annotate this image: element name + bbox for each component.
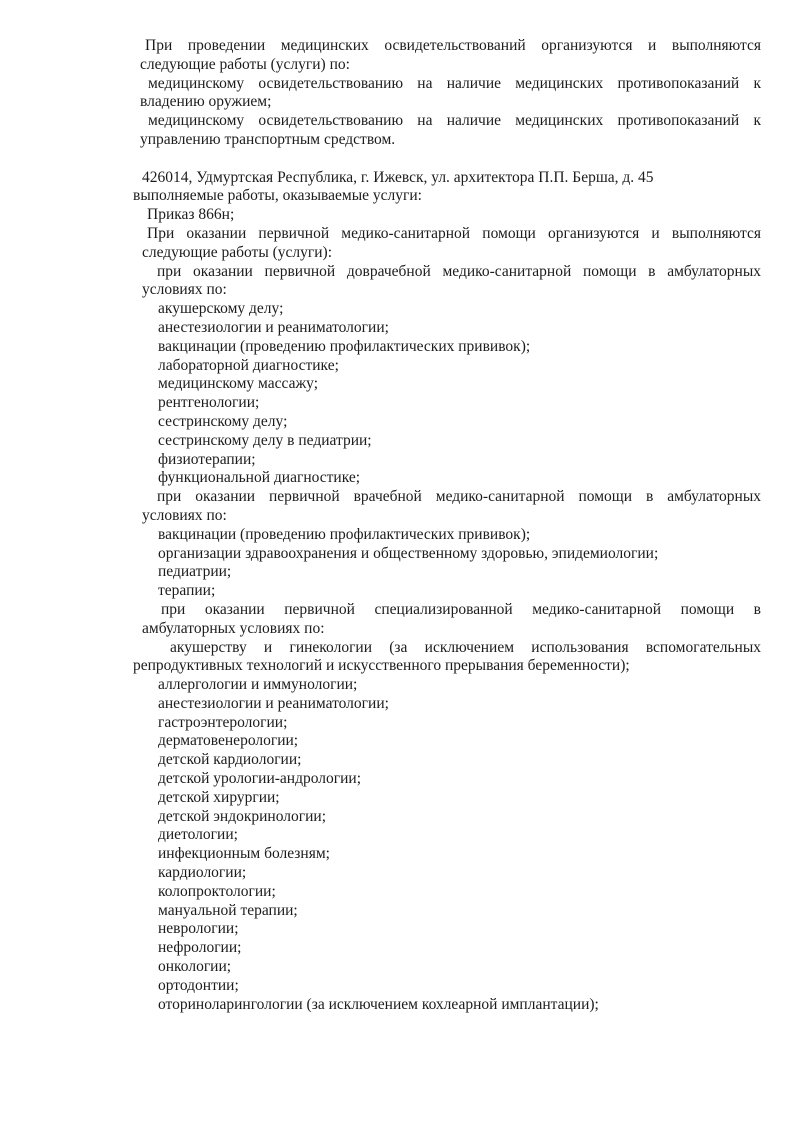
document-line: акушерскому делу; xyxy=(158,300,284,318)
document-line: аллергологии и иммунологии; xyxy=(158,676,358,694)
document-line: условиях по: xyxy=(142,281,227,299)
document-body xyxy=(133,37,761,1014)
document-line: условиях по: xyxy=(142,506,227,524)
document-line: детской кардиологии; xyxy=(158,751,302,769)
document-line: гастроэнтерологии; xyxy=(158,713,288,731)
document-line: детской хирургии; xyxy=(158,788,280,806)
document-line: вакцинации (проведению профилактических прививок); xyxy=(158,525,531,543)
document-line: при оказании первичной врачебной медико-санитарной помощи в амбулаторных xyxy=(157,488,761,506)
document-line: кардиологии; xyxy=(158,864,247,882)
document-line: физиотерапии; xyxy=(158,450,256,468)
document-line: следующие работы (услуги) по: xyxy=(140,55,350,73)
document-line: педиатрии; xyxy=(158,563,232,581)
document-line: репродуктивных технологий и искусственного прерывания беременности); xyxy=(133,657,630,675)
document-line: детской урологии-андрологии; xyxy=(158,770,362,788)
document-line: при оказании первичной доврачебной медико-санитарной помощи в амбулаторных xyxy=(157,262,761,280)
document-line: ортодонтии; xyxy=(158,976,239,994)
document-line: владению оружием; xyxy=(140,93,272,111)
document-line: дерматовенерологии; xyxy=(158,732,299,750)
document-line: оториноларингологии (за исключением кохлеарной имплантации); xyxy=(158,995,599,1013)
document-line: лабораторной диагностике; xyxy=(158,356,339,374)
document-line: неврологии; xyxy=(158,920,239,938)
document-line: сестринскому делу в педиатрии; xyxy=(158,431,372,449)
document-line: выполняемые работы, оказываемые услуги: xyxy=(133,187,422,205)
document-line: терапии; xyxy=(158,582,216,600)
document-line: детской эндокринологии; xyxy=(158,807,327,825)
document-line: 426014, Удмуртская Республика, г. Ижевск, ул. архитектора П.П. Берша, д. 45 xyxy=(142,168,654,186)
document-line: сестринскому делу; xyxy=(158,412,288,430)
document-line: колопроктологии; xyxy=(158,882,276,900)
document-line: диетологии; xyxy=(158,826,238,844)
document-line: инфекционным болезням; xyxy=(158,845,330,863)
document-line: Приказ 866н; xyxy=(147,206,235,224)
document-line: нефрологии; xyxy=(158,939,242,957)
document-line: акушерству и гинекологии (за исключением использования вспомогательных xyxy=(170,638,761,656)
document-line: анестезиологии и реаниматологии; xyxy=(158,694,389,712)
document-line: амбулаторных условиях по: xyxy=(142,619,325,637)
document-line: вакцинации (проведению профилактических прививок); xyxy=(158,337,531,355)
blank-line xyxy=(133,150,761,169)
document-line: организации здравоохранения и общественному здоровью, эпидемиологии; xyxy=(158,544,659,562)
document-line: функциональной диагностике; xyxy=(158,469,361,487)
document-line: управлению транспортным средством. xyxy=(140,130,396,148)
document-line: При оказании первичной медико-санитарной помощи организуются и выполняются xyxy=(147,224,761,242)
document-line: При проведении медицинских освидетельствований организуются и выполняются xyxy=(145,37,761,54)
document-line: медицинскому массажу; xyxy=(158,375,319,393)
document-line: медицинскому освидетельствованию на наличие медицинских противопоказаний к xyxy=(148,112,761,130)
document-line: следующие работы (услуги): xyxy=(142,243,333,261)
document-line: медицинскому освидетельствованию на наличие медицинских противопоказаний к xyxy=(148,74,761,92)
document-line: онкологии; xyxy=(158,958,232,976)
document-line: мануальной терапии; xyxy=(158,901,298,919)
document-line: анестезиологии и реаниматологии; xyxy=(158,318,389,336)
document-line: при оказании первичной специализированной медико-санитарной помощи в xyxy=(161,600,761,618)
document-line: рентгенологии; xyxy=(158,394,260,412)
